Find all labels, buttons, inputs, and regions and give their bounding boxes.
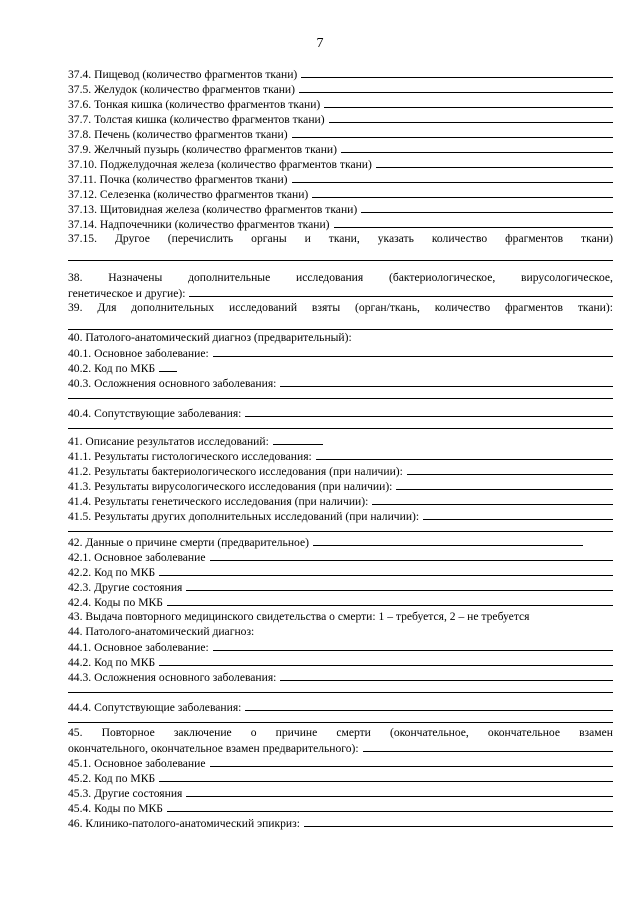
item-37-5: 37.5. Желудок (количество фрагментов ткани)	[68, 81, 613, 96]
fill-line[interactable]	[245, 405, 613, 417]
item-37-11: 37.11. Почка (количество фрагментов ткани)	[68, 171, 613, 186]
fill-line[interactable]	[423, 508, 613, 520]
fill-line[interactable]	[68, 420, 613, 429]
fill-line[interactable]	[316, 448, 613, 460]
item-40: 40. Патолого-анатомический диагноз (предварительный):	[68, 331, 352, 344]
item-39: 39. Для дополнительных исследований взяты (орган/ткань, количество фрагментов ткани):	[68, 301, 613, 314]
item-45-1: 45.1. Основное заболевание	[68, 755, 613, 770]
fill-line[interactable]	[324, 96, 613, 108]
fill-line[interactable]	[304, 815, 613, 827]
fill-line[interactable]	[159, 564, 613, 576]
item-41-4: 41.4. Результаты генетического исследования (при наличии):	[68, 493, 613, 508]
item-44: 44. Патолого-анатомический диагноз:	[68, 625, 255, 638]
item-41: 41. Описание результатов исследований:	[68, 433, 613, 448]
item-45-3: 45.3. Другие состояния	[68, 785, 613, 800]
fill-line[interactable]	[280, 669, 613, 681]
fill-line[interactable]	[189, 285, 613, 297]
item-41-2: 41.2. Результаты бактериологического исследования (при наличии):	[68, 463, 613, 478]
fill-line[interactable]	[186, 785, 613, 797]
item-37-12: 37.12. Селезенка (количество фрагментов ткани)	[68, 186, 613, 201]
item-45-cont: окончательного, окончательное взамен предварительного):	[68, 740, 613, 755]
fill-line[interactable]	[167, 800, 613, 812]
item-45-2: 45.2. Код по МКБ	[68, 770, 613, 785]
item-46: 46. Клинико-патолого-анатомический эпикриз:	[68, 815, 613, 830]
page-number: 7	[316, 36, 324, 51]
fill-line[interactable]	[245, 699, 613, 711]
fill-line[interactable]	[329, 111, 613, 123]
fill-line[interactable]	[68, 684, 613, 693]
item-44-3: 44.3. Осложнения основного заболевания:	[68, 669, 613, 684]
fill-line[interactable]	[301, 66, 613, 78]
item-37-9: 37.9. Желчный пузырь (количество фрагментов ткани)	[68, 141, 613, 156]
item-37-6: 37.6. Тонкая кишка (количество фрагментов ткани)	[68, 96, 613, 111]
item-37-10: 37.10. Поджелудочная железа (количество фрагментов ткани)	[68, 156, 613, 171]
fill-line[interactable]	[159, 770, 613, 782]
item-42-4: 42.4. Коды по МКБ	[68, 594, 613, 609]
fill-line[interactable]	[167, 594, 613, 606]
item-42-3: 42.3. Другие состояния	[68, 579, 613, 594]
item-40-4: 40.4. Сопутствующие заболевания:	[68, 405, 613, 420]
fill-line[interactable]	[292, 126, 613, 138]
item-45-4: 45.4. Коды по МКБ	[68, 800, 613, 815]
fill-line[interactable]	[313, 534, 583, 546]
item-45: 45. Повторное заключение о причине смерти (окончательное, окончательное взамен	[68, 726, 613, 739]
fill-line[interactable]	[341, 141, 613, 153]
item-44-2: 44.2. Код по МКБ	[68, 654, 613, 669]
fill-line[interactable]	[407, 463, 613, 475]
item-40-2: 40.2. Код по МКБ	[68, 360, 613, 375]
item-37-7: 37.7. Толстая кишка (количество фрагментов ткани)	[68, 111, 613, 126]
fill-line[interactable]	[186, 579, 613, 591]
item-37-13: 37.13. Щитовидная железа (количество фрагментов ткани)	[68, 201, 613, 216]
fill-line[interactable]	[159, 654, 613, 666]
item-42: 42. Данные о причине смерти (предварительное)	[68, 534, 613, 549]
item-41-3: 41.3. Результаты вирусологического исследования (при наличии):	[68, 478, 613, 493]
fill-line[interactable]	[280, 375, 613, 387]
item-41-1: 41.1. Результаты гистологического исследования:	[68, 448, 613, 463]
fill-line[interactable]	[68, 246, 613, 261]
fill-line[interactable]	[396, 478, 613, 490]
form-body	[68, 66, 613, 830]
fill-line[interactable]	[292, 171, 613, 183]
fill-line[interactable]	[363, 740, 613, 752]
item-44-4: 44.4. Сопутствующие заболевания:	[68, 699, 613, 714]
item-37-14: 37.14. Надпочечники (количество фрагментов ткани)	[68, 216, 613, 231]
item-42-1: 42.1. Основное заболевание	[68, 549, 613, 564]
fill-line[interactable]	[68, 714, 613, 723]
item-41-5: 41.5. Результаты других дополнительных исследований (при наличии):	[68, 508, 613, 523]
fill-line[interactable]	[210, 755, 614, 767]
fill-line[interactable]	[68, 315, 613, 330]
fill-line[interactable]	[372, 493, 613, 505]
fill-line[interactable]	[334, 216, 613, 228]
fill-line[interactable]	[210, 549, 614, 561]
fill-line[interactable]	[312, 186, 613, 198]
item-38: 38. Назначены дополнительные исследования (бактериологическое, вирусологическое,	[68, 271, 613, 284]
fill-line[interactable]	[159, 360, 177, 372]
item-40-3: 40.3. Осложнения основного заболевания:	[68, 375, 613, 390]
fill-line[interactable]	[361, 201, 613, 213]
fill-line[interactable]	[213, 345, 613, 357]
item-43: 43. Выдача повторного медицинского свидетельства о смерти: 1 – требуется, 2 – не требуется	[68, 610, 530, 623]
item-44-1: 44.1. Основное заболевание:	[68, 639, 613, 654]
item-37-8: 37.8. Печень (количество фрагментов ткани)	[68, 126, 613, 141]
item-40-1: 40.1. Основное заболевание:	[68, 345, 613, 360]
fill-line[interactable]	[376, 156, 613, 168]
fill-line[interactable]	[273, 433, 323, 445]
fill-line[interactable]	[68, 523, 613, 532]
fill-line[interactable]	[213, 639, 613, 651]
item-37-4: 37.4. Пищевод (количество фрагментов ткани)	[68, 66, 613, 81]
item-42-2: 42.2. Код по МКБ	[68, 564, 613, 579]
fill-line[interactable]	[299, 81, 613, 93]
item-38-cont: генетическое и другие):	[68, 285, 613, 300]
fill-line[interactable]	[68, 390, 613, 399]
item-37-15: 37.15. Другое (перечислить органы и ткани, указать количество фрагментов ткани)	[68, 232, 613, 245]
